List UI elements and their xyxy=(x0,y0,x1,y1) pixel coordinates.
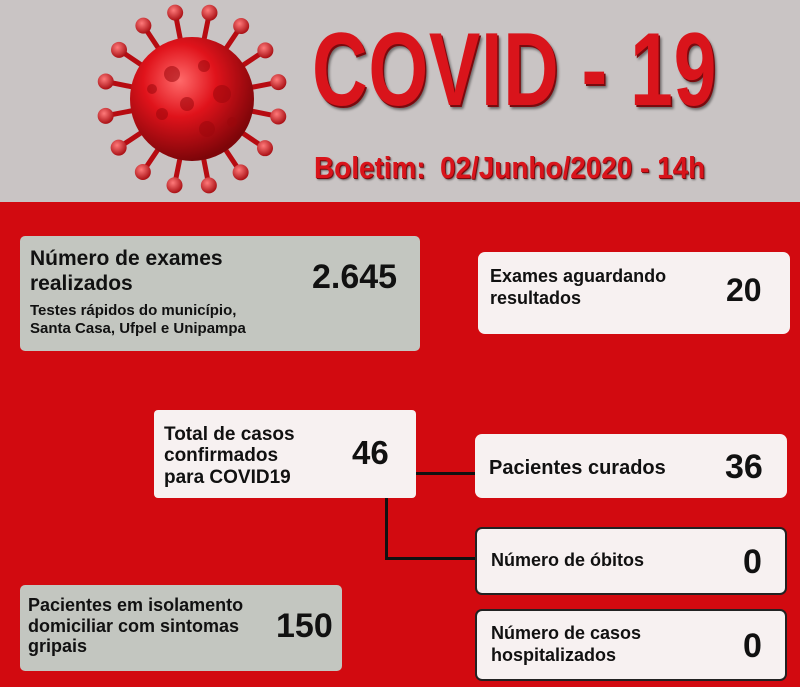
awaiting-value: 20 xyxy=(726,272,762,308)
exams-label-line2: realizados xyxy=(30,272,133,296)
deaths-card xyxy=(475,527,787,595)
isolation-card xyxy=(20,585,342,671)
confirmed-label xyxy=(164,424,295,488)
cured-label: Pacientes curados xyxy=(489,457,666,479)
deaths-label: Número de óbitos xyxy=(491,550,645,570)
exams-label-line1: Número de exames xyxy=(30,247,223,270)
exams-sublabel-line2: Santa Casa, Ufpel e Unipampa xyxy=(30,320,246,337)
awaiting-label-line1: Exames aguardando xyxy=(490,266,667,286)
connector-confirmed-cured xyxy=(414,472,480,475)
isolation-label xyxy=(28,595,243,657)
isolation-label-line3: gripais xyxy=(28,636,88,657)
awaiting-label xyxy=(490,266,666,309)
cured-card xyxy=(475,434,787,498)
awaiting-card xyxy=(478,252,790,334)
bulletin-date xyxy=(314,150,705,186)
confirmed-value: 46 xyxy=(352,434,389,471)
hospitalized-label-line1: Número de casos xyxy=(491,623,642,643)
header-banner xyxy=(0,0,800,202)
confirmed-label-line2: confirmados xyxy=(164,445,279,467)
confirmed-label-line1: Total de casos xyxy=(164,424,295,445)
isolation-value: 150 xyxy=(276,607,333,645)
hospitalized-label xyxy=(491,623,641,666)
hospitalized-card xyxy=(475,609,787,681)
exams-value: 2.645 xyxy=(312,258,398,296)
hospitalized-value: 0 xyxy=(743,627,762,665)
isolation-label-line1: Pacientes em isolamento xyxy=(28,595,244,615)
exams-label xyxy=(30,246,223,296)
confirmed-card xyxy=(154,410,416,498)
bulletin-label: Boletim: xyxy=(314,150,426,185)
cured-value: 36 xyxy=(725,448,763,486)
deaths-value: 0 xyxy=(743,543,762,581)
awaiting-label-line2: resultados xyxy=(490,287,582,308)
hospitalized-label-line2: hospitalizados xyxy=(491,644,617,665)
confirmed-label-line3: para COVID19 xyxy=(164,466,291,488)
exams-card xyxy=(20,236,420,351)
exams-sublabel xyxy=(30,302,246,338)
connector-deaths xyxy=(385,557,477,560)
isolation-label-line2: domiciliar com sintomas xyxy=(28,615,240,636)
page-title: COVID - 19 xyxy=(312,12,718,128)
coronavirus-icon xyxy=(92,4,292,194)
bulletin-date-value: 02/Junho/2020 - 14h xyxy=(440,150,706,185)
connector-confirmed-down xyxy=(385,496,388,560)
exams-sublabel-line1: Testes rápidos do município, xyxy=(30,302,237,319)
